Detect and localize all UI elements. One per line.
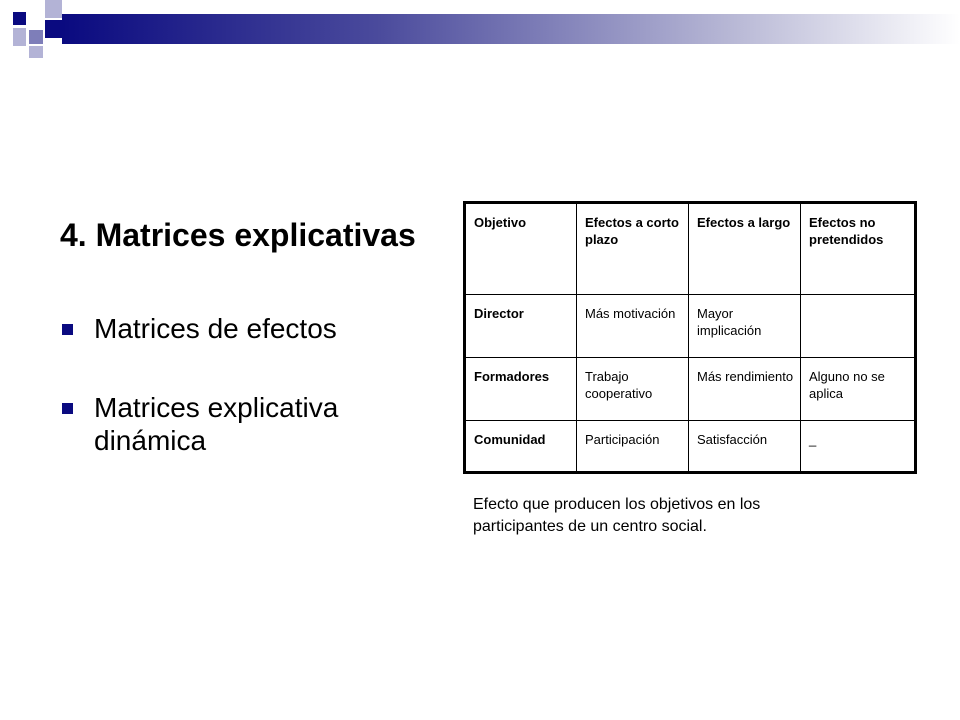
header-gradient-bar [62, 14, 960, 44]
table-cell: _ [801, 421, 916, 473]
bullet-square-icon [62, 324, 73, 335]
effects-matrix-table [463, 201, 917, 474]
table-cell: Mayor implicación [689, 295, 801, 358]
table-header-row [465, 203, 916, 295]
decorative-square [13, 12, 26, 25]
table-cell: Alguno no se aplica [801, 358, 916, 421]
decorative-square [45, 20, 62, 38]
table-cell: Participación [577, 421, 689, 473]
decorative-square [29, 46, 43, 58]
table-row [465, 295, 916, 358]
table-caption: Efecto que producen los objetivos en los participantes de un centro social. [473, 496, 761, 535]
decorative-square [13, 28, 26, 46]
table-header-cell: Efectos a largo [689, 203, 801, 295]
table-header-cell: Efectos no pretendidos [801, 203, 916, 295]
bullet-text: Matrices de efectos [94, 313, 337, 344]
decorative-square [29, 30, 43, 44]
table-cell [801, 295, 916, 358]
table-header-cell: Objetivo [465, 203, 577, 295]
table-row [465, 421, 916, 473]
bullet-item [60, 312, 400, 345]
bullet-list [60, 312, 400, 457]
table-header-cell: Efectos a corto plazo [577, 203, 689, 295]
table-cell: Más motivación [577, 295, 689, 358]
table-cell: Más rendimiento [689, 358, 801, 421]
bullet-item [60, 391, 400, 457]
decorative-square [27, 0, 43, 28]
bullet-text: Matrices explicativa dinámica [94, 392, 339, 456]
table-row-header: Director [465, 295, 577, 358]
table-row [465, 358, 916, 421]
table-cell: Trabajo cooperativo [577, 358, 689, 421]
table-row-header: Formadores [465, 358, 577, 421]
bullet-square-icon [62, 403, 73, 414]
table-cell: Satisfacción [689, 421, 801, 473]
table-row-header: Comunidad [465, 421, 577, 473]
slide-title: 4. Matrices explicativas [60, 217, 416, 253]
decorative-square [45, 0, 62, 18]
